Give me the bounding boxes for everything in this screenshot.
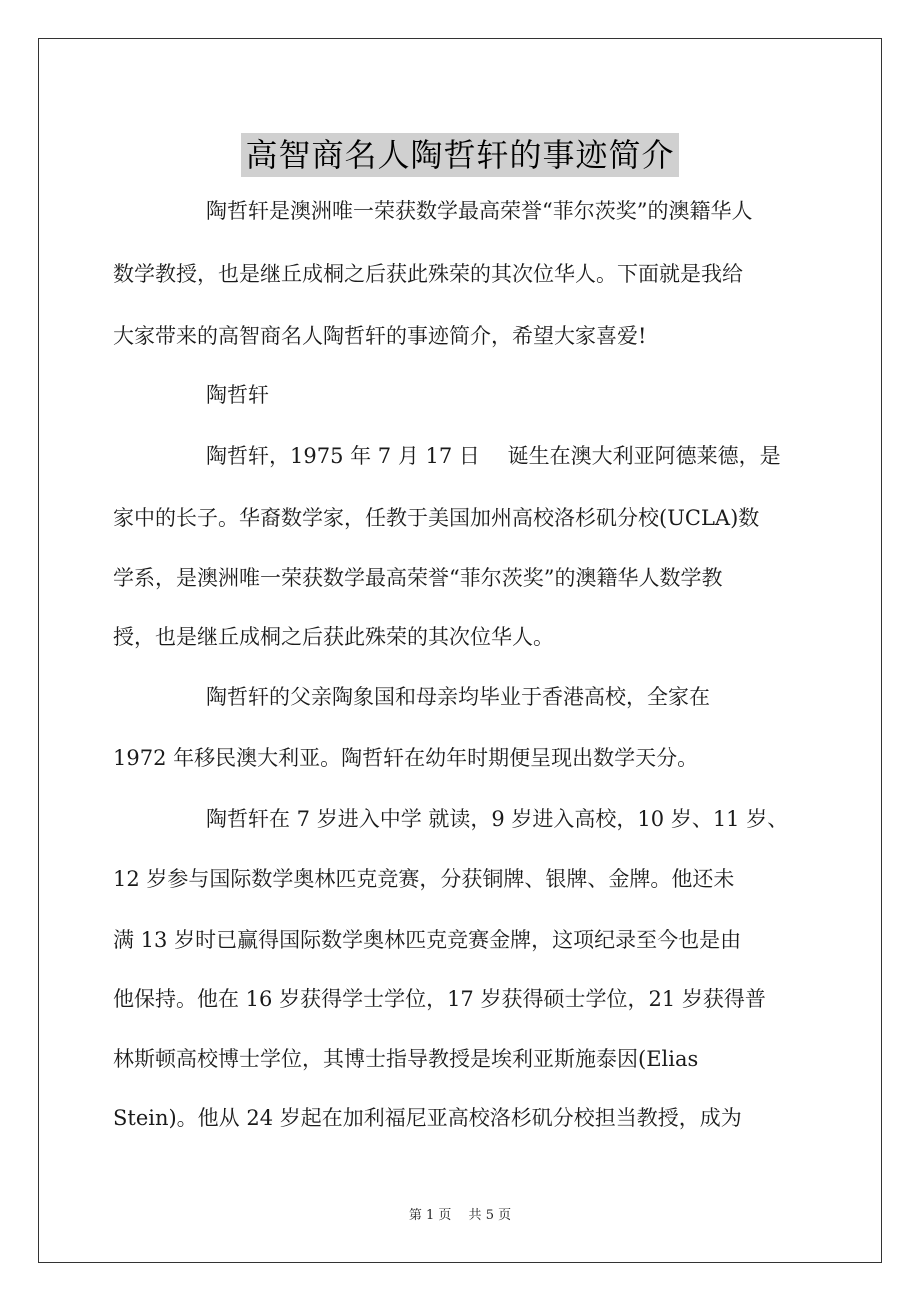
paragraph-line: 家中的长子。华裔数学家，任教于美国加州高校洛杉矶分校(UCLA)数 [113, 506, 760, 530]
paragraph-line: 陶哲轩，1975 年 7 月 17 日 诞生在澳大利亚阿德莱德，是 [206, 444, 781, 468]
paragraph-line: 陶哲轩在 7 岁进入中学 就读，9 岁进入高校，10 岁、11 岁、 [206, 807, 789, 831]
paragraph-line: 学系，是澳洲唯一荣获数学最高荣誉“菲尔茨奖”的澳籍华人数学教 [113, 566, 723, 590]
document-title: 高智商名人陶哲轩的事迹简介 [241, 133, 678, 177]
paragraph-line: 他保持。他在 16 岁获得学士学位，17 岁获得硕士学位，21 岁获得普 [113, 987, 766, 1011]
title-container [0, 112, 920, 199]
paragraph-line: 12 岁参与国际数学奥林匹克竞赛，分获铜牌、银牌、金牌。他还未 [113, 867, 735, 891]
paragraph-line: 1972 年移民澳大利亚。陶哲轩在幼年时期便呈现出数学天分。 [113, 746, 699, 770]
paragraph-line: 满 13 岁时已赢得国际数学奥林匹克竞赛金牌，这项纪录至今也是由 [113, 928, 742, 952]
paragraph-line: 数学教授，也是继丘成桐之后获此殊荣的其次位华人。下面就是我给 [113, 262, 743, 286]
paragraph-line: 授，也是继丘成桐之后获此殊荣的其次位华人。 [113, 625, 554, 649]
paragraph-line: 大家带来的高智商名人陶哲轩的事迹简介，希望大家喜爱! [113, 324, 647, 348]
paragraph-line: 陶哲轩是澳洲唯一荣获数学最高荣誉“菲尔茨奖”的澳籍华人 [206, 199, 753, 223]
paragraph-line: 陶哲轩的父亲陶象国和母亲均毕业于香港高校，全家在 [206, 685, 710, 709]
page-footer: 第 1 页 共 5 页 [408, 1208, 512, 1223]
section-heading: 陶哲轩 [206, 383, 269, 407]
paragraph-line: 林斯顿高校博士学位，其博士指导教授是埃利亚斯施泰因(Elias [113, 1047, 699, 1071]
paragraph-line: Stein)。他从 24 岁起在加利福尼亚高校洛杉矶分校担当教授，成为 [113, 1106, 742, 1130]
